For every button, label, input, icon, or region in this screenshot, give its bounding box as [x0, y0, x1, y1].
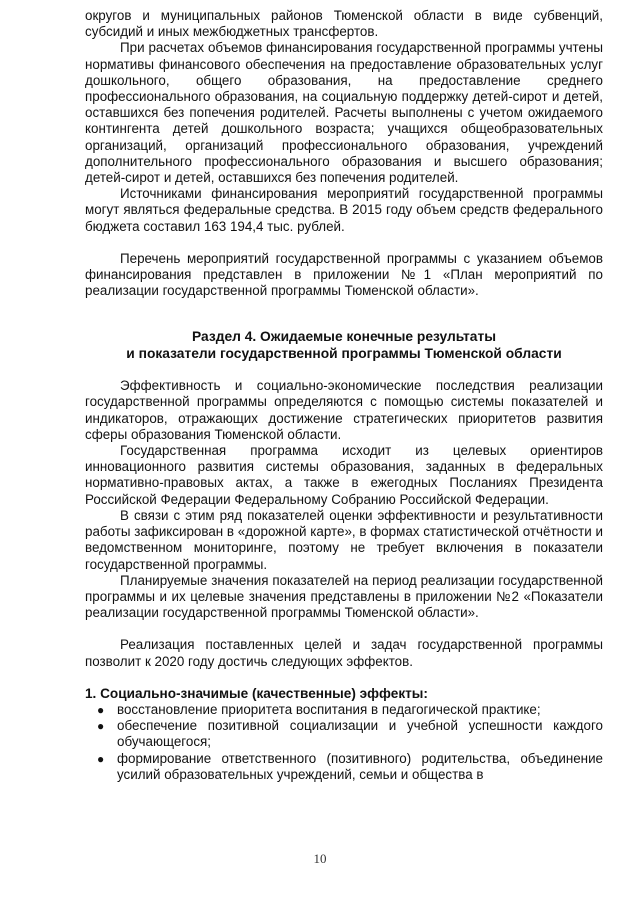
page-number: 10: [313, 851, 327, 866]
spacer: [85, 621, 603, 637]
list-item-text: обеспечение позитивной социализации и учебной успешности каждого обучающегося;: [117, 718, 603, 750]
paragraph-planned-values: Планируемые значения показателей на период реализации государственной программы и их целевые значения представлены в приложении №2 «Показатели реализации государственной программы Тюменской области».: [85, 572, 603, 621]
list-item: [97, 718, 603, 750]
paragraph-activities-list: Перечень мероприятий государственной программы с указанием объемов финансирования представлен в приложении №1 «План мероприятий по реализации государственной программы Тюменской области».: [85, 250, 603, 299]
paragraph-financing-calculation: При расчетах объемов финансирования государственной программы учтены нормативы финансового обеспечения на предоставление образовательных услуг дошкольного, общего образования, на предоставление среднего профессионального образования, на социальную поддержку детей-сирот и детей, оставшихся без попечения родителей. Расчеты выполнены с учетом ожидаемого контингента детей дошкольного возраста; учащихся общеобразовательных организаций, организаций профессионального образования, учреждений дополнительного профессионального образования и высшего образования; детей-сирот и детей, оставшихся без попечения родителей.: [85, 40, 603, 186]
list-item: [97, 750, 603, 783]
paragraph-program-targets: Государственная программа исходит из целевых ориентиров инновационного развития системы образования, заданных в федеральных нормативно-правовых актах, а также в ежегодных Посланиях Президента Российской Федерации Федеральному Собранию Российской Федерации.: [85, 443, 603, 507]
spacer: [85, 670, 603, 686]
spacer: [85, 362, 603, 378]
list-item-text: формирование ответственного (позитивного) родительства, объединение усилий образовательных учреждений, семьи и общества в: [117, 750, 603, 782]
effects-heading: 1. Социально-значимые (качественные) эффекты:: [85, 685, 428, 701]
section-title-line2: и показатели государственной программы Тюменской области: [126, 345, 562, 361]
paragraph-continuation: округов и муниципальных районов Тюменской области в виде субвенций, субсидий и иных межбюджетных трансфертов.: [85, 8, 603, 40]
paragraph-roadmap: В связи с этим ряд показателей оценки эффективности и результативности работы зафиксирован в «дорожной карте», в формах статистической отчётности и ведомственном мониторинге, поэтому не требует включения в показатели государственной программы.: [85, 507, 603, 572]
effects-list: [85, 702, 603, 783]
page-content: [85, 8, 603, 783]
section-title-line1: Раздел 4. Ожидаемые конечные результаты: [191, 329, 497, 345]
spacer: [85, 299, 603, 329]
bullet-icon: ●: [97, 702, 105, 717]
list-item: [97, 701, 603, 718]
paragraph-funding-sources: Источниками финансирования мероприятий государственной программы могут являться федеральные средства. В 2015 году объем средств федерального бюджета составил 163 194,4 тыс. рублей.: [85, 186, 603, 234]
paragraph-expected-effects: Реализация поставленных целей и задач государственной программы позволит к 2020 году достичь следующих эффектов.: [85, 637, 603, 669]
bullet-icon: ●: [97, 719, 105, 734]
list-item-text: восстановление приоритета воспитания в педагогической практике;: [117, 701, 541, 717]
spacer: [85, 235, 603, 251]
paragraph-efficiency: Эффективность и социально-экономические последствия реализации государственной программы определяются с помощью системы показателей и индикаторов, отражающих достижение стратегических приоритетов развития сферы образования Тюменской области.: [85, 378, 603, 442]
bullet-icon: ●: [97, 751, 105, 766]
